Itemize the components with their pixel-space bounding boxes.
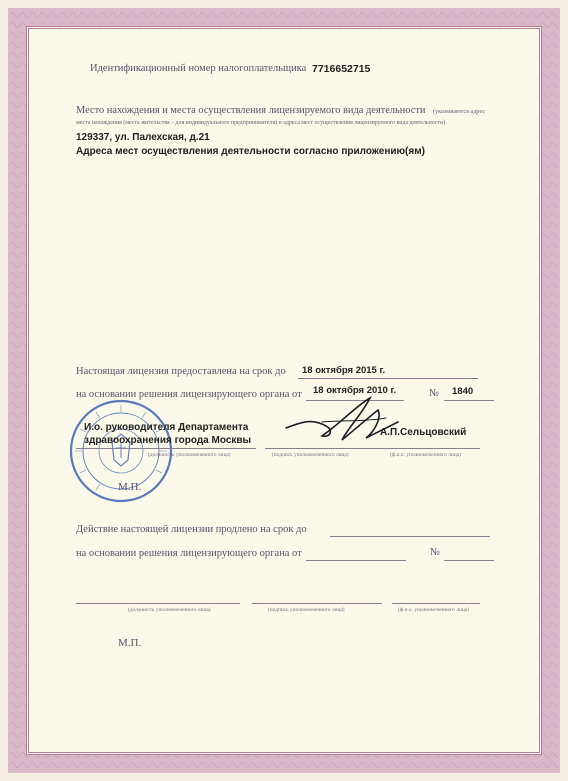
- extension-position-line: [76, 603, 240, 604]
- license-basis-date: 18 октября 2010 г.: [313, 385, 397, 396]
- extension-number-sign: №: [430, 547, 441, 558]
- license-number-sign: №: [429, 388, 440, 399]
- extension-term-line: [330, 536, 490, 537]
- extension-number-line: [444, 560, 494, 561]
- license-term-value: 18 октября 2015 г.: [302, 365, 386, 376]
- license-term-label: Настоящая лицензия предоставлена на срок до: [76, 366, 286, 377]
- license-number-value: 1840: [452, 386, 474, 397]
- addresses-note: Адреса мест осуществления деятельности согласно приложению(ям): [76, 146, 425, 157]
- caption-signature: (подпись уполномоченного лица): [272, 452, 349, 458]
- signatory-position-line-1: И.о. руководителя Департамента: [84, 422, 249, 433]
- signatory-position-line: [76, 448, 256, 449]
- signatory-name: А.П.Сельцовский: [380, 427, 467, 438]
- extension-caption-signature: (подпись уполномоченного лица): [268, 607, 345, 613]
- inn-label: Идентификационный номер налогоплательщика: [90, 63, 307, 74]
- license-term-line: [298, 378, 478, 379]
- signatory-name-line: [378, 448, 480, 449]
- location-note-1: (указываются адрес: [433, 108, 486, 115]
- location-label: Место нахождения и места осуществления лицензируемого вида деятельности: [76, 105, 426, 116]
- extension-signature-line: [252, 603, 382, 604]
- mp-seal-place: М.П.: [118, 481, 142, 493]
- extension-caption-position: (должность уполномоченного лица): [128, 607, 211, 613]
- extension-mp-seal-place: М.П.: [118, 637, 142, 649]
- inn-value: 7716652715: [312, 63, 371, 75]
- handwritten-signature: [282, 392, 402, 448]
- extension-term-label: Действие настоящей лицензии продлено на срок до: [76, 524, 307, 535]
- extension-basis-label: на основании решения лицензирующего органа от: [76, 548, 302, 559]
- signature-line: [265, 448, 391, 449]
- extension-basis-line: [306, 560, 406, 561]
- address-value: 129337, ул. Палехская, д.21: [76, 132, 210, 143]
- location-note-2: места нахождения (места жительства – для индивидуального предпринимателя) и адреса мест осуществления лицензируемого вида деятельности): [76, 120, 446, 126]
- license-basis-label: на основании решения лицензирующего органа от: [76, 389, 302, 400]
- extension-name-line: [392, 603, 480, 604]
- signatory-position-line-2: здравоохранения города Москвы: [84, 435, 252, 446]
- caption-name: (ф.и.о. уполномоченного лица): [390, 452, 461, 458]
- extension-caption-name: (ф.и.о. уполномоченного лица): [398, 607, 469, 613]
- license-number-line: [444, 400, 494, 401]
- caption-position: (должность уполномоченного лица): [148, 452, 231, 458]
